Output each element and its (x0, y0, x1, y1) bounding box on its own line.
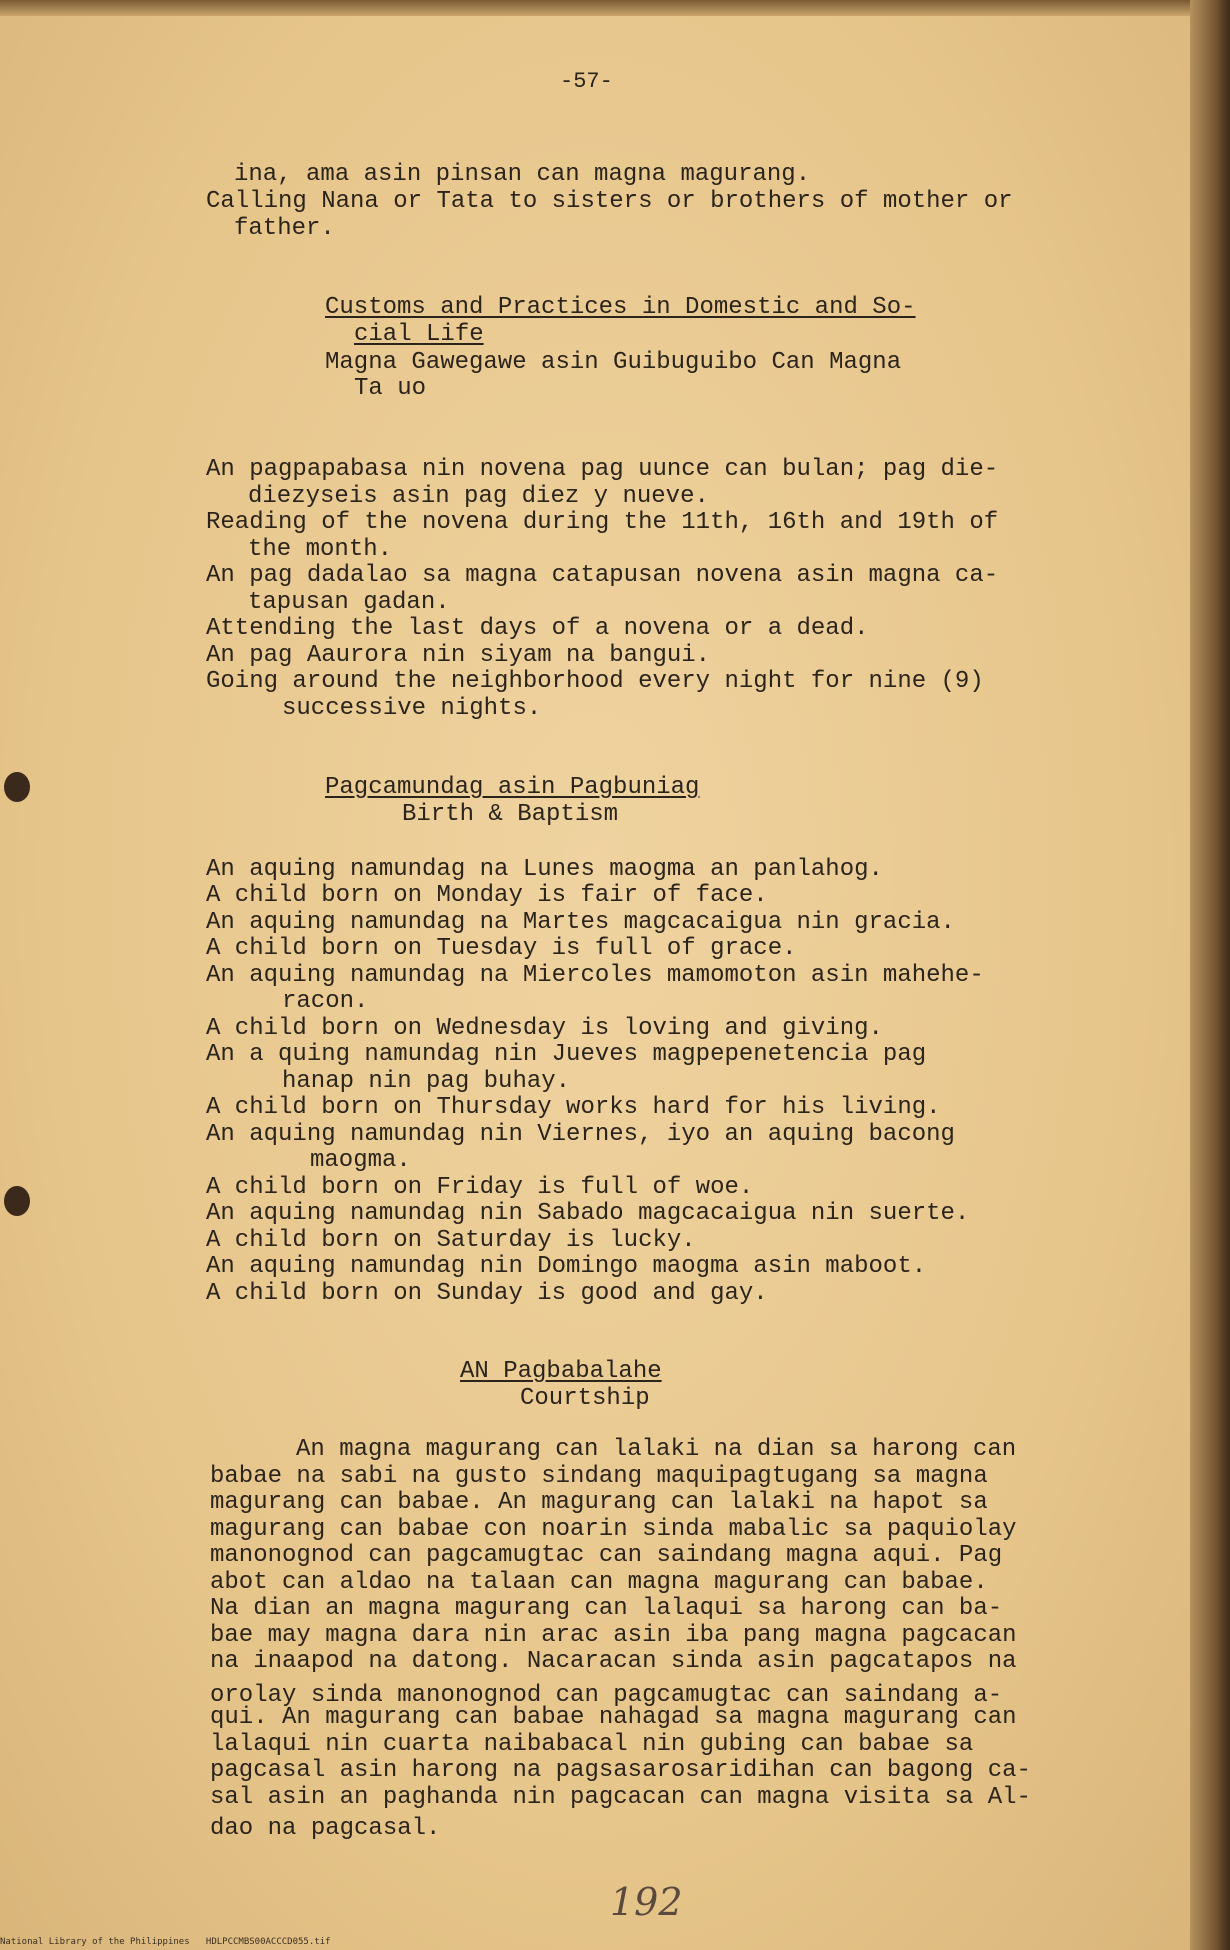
text-line: A child born on Saturday is lucky. (206, 1227, 696, 1254)
text-line: An aquing namundag nin Sabado magcacaigua nin suerte. (206, 1200, 970, 1227)
page-number: -57- (560, 69, 613, 94)
text-line: Going around the neighborhood every night for nine (9) (206, 668, 984, 695)
text-line: qui. An magurang can babae nahagad sa magna magurang can (210, 1704, 1017, 1731)
section-heading: cial Life (354, 321, 484, 348)
text-line: magurang can babae con noarin sinda mabalic sa paquiolay (210, 1516, 1017, 1543)
text-line: the month. (248, 536, 393, 563)
text-line: racon. (282, 988, 369, 1015)
section-subheading: Ta uo (354, 375, 427, 402)
text-line: An pagpapabasa nin novena pag uunce can bulan; pag die- (206, 456, 999, 483)
text-line: orolay sinda manonognod can pagcamugtac can saindang a- (210, 1682, 1003, 1709)
text-line: ina, ama asin pinsan can magna magurang. (234, 161, 811, 188)
text-line: maogma. (310, 1147, 411, 1174)
text-line: A child born on Thursday works hard for his living. (206, 1094, 941, 1121)
text-line: bae may magna dara nin arac asin iba pang magna pagcacan (210, 1622, 1017, 1649)
text-line: father. (234, 215, 335, 242)
text-line: abot can aldao na talaan can magna magurang can babae. (210, 1569, 988, 1596)
text-line: An aquing namundag na Martes magcacaigua nin gracia. (206, 909, 955, 936)
text-line: A child born on Sunday is good and gay. (206, 1280, 768, 1307)
text-line: A child born on Tuesday is full of grace. (206, 935, 797, 962)
text-line: An aquing namundag na Miercoles mamomoton asin mahehe- (206, 962, 984, 989)
binding-hole (4, 772, 30, 802)
text-line: sal asin an paghanda nin pagcacan can magna visita sa Al- (210, 1784, 1031, 1811)
section-heading: Pagcamundag asin Pagbuniag (325, 774, 700, 801)
text-line: An aquing namundag nin Viernes, iyo an aquing bacong (206, 1121, 955, 1148)
text-line: successive nights. (282, 695, 542, 722)
text-line: lalaqui nin cuarta naibabacal nin gubing can babae sa (210, 1731, 974, 1758)
section-heading: Customs and Practices in Domestic and So- (325, 294, 916, 321)
binding-hole (4, 1186, 30, 1216)
section-subheading: Birth & Baptism (402, 801, 619, 828)
text-line: tapusan gadan. (248, 589, 450, 616)
text-line: hanap nin pag buhay. (282, 1068, 571, 1095)
text-line: An magna magurang can lalaki na dian sa harong can (296, 1436, 1017, 1463)
text-line: babae na sabi na gusto sindang maquipagtugang sa magna (210, 1463, 988, 1490)
text-line: An aquing namundag na Lunes maogma an panlahog. (206, 856, 883, 883)
text-line: dao na pagcasal. (210, 1815, 441, 1842)
text-line: Calling Nana or Tata to sisters or brothers of mother or (206, 188, 1013, 215)
page-top-edge (0, 0, 1190, 16)
text-line: A child born on Friday is full of woe. (206, 1174, 754, 1201)
text-line: A child born on Monday is fair of face. (206, 882, 768, 909)
text-line: Reading of the novena during the 11th, 16th and 19th of (206, 509, 999, 536)
text-line: An aquing namundag nin Domingo maogma asin maboot. (206, 1253, 927, 1280)
section-subheading: Courtship (520, 1385, 650, 1412)
text-line: An pag dadalao sa magna catapusan novena asin magna ca- (206, 562, 999, 589)
text-line: pagcasal asin harong na pagsasarosaridihan can bagong ca- (210, 1757, 1031, 1784)
text-line: An a quing namundag nin Jueves magpepenetencia pag (206, 1041, 927, 1068)
text-line: Na dian an magna magurang can lalaqui sa harong can ba- (210, 1595, 1003, 1622)
text-line: manonognod can pagcamugtac can saindang magna aqui. Pag (210, 1542, 1003, 1569)
archive-footer: National Library of the Philippines HDLPCCMBS00ACCCD055.tif (0, 1937, 331, 1947)
text-line: A child born on Wednesday is loving and giving. (206, 1015, 883, 1042)
text-line: An pag Aaurora nin siyam na bangui. (206, 642, 711, 669)
book-spine-edge (1190, 0, 1230, 1950)
section-subheading: Magna Gawegawe asin Guibuguibo Can Magna (325, 349, 902, 376)
text-line: magurang can babae. An magurang can lalaki na hapot sa (210, 1489, 988, 1516)
text-line: Attending the last days of a novena or a dead. (206, 615, 869, 642)
section-heading: AN Pagbabalahe (460, 1358, 662, 1385)
handwritten-folio-number: 192 (610, 1880, 683, 1924)
text-line: na inaapod na datong. Nacaracan sinda asin pagcatapos na (210, 1648, 1017, 1675)
text-line: diezyseis asin pag diez y nueve. (248, 483, 709, 510)
